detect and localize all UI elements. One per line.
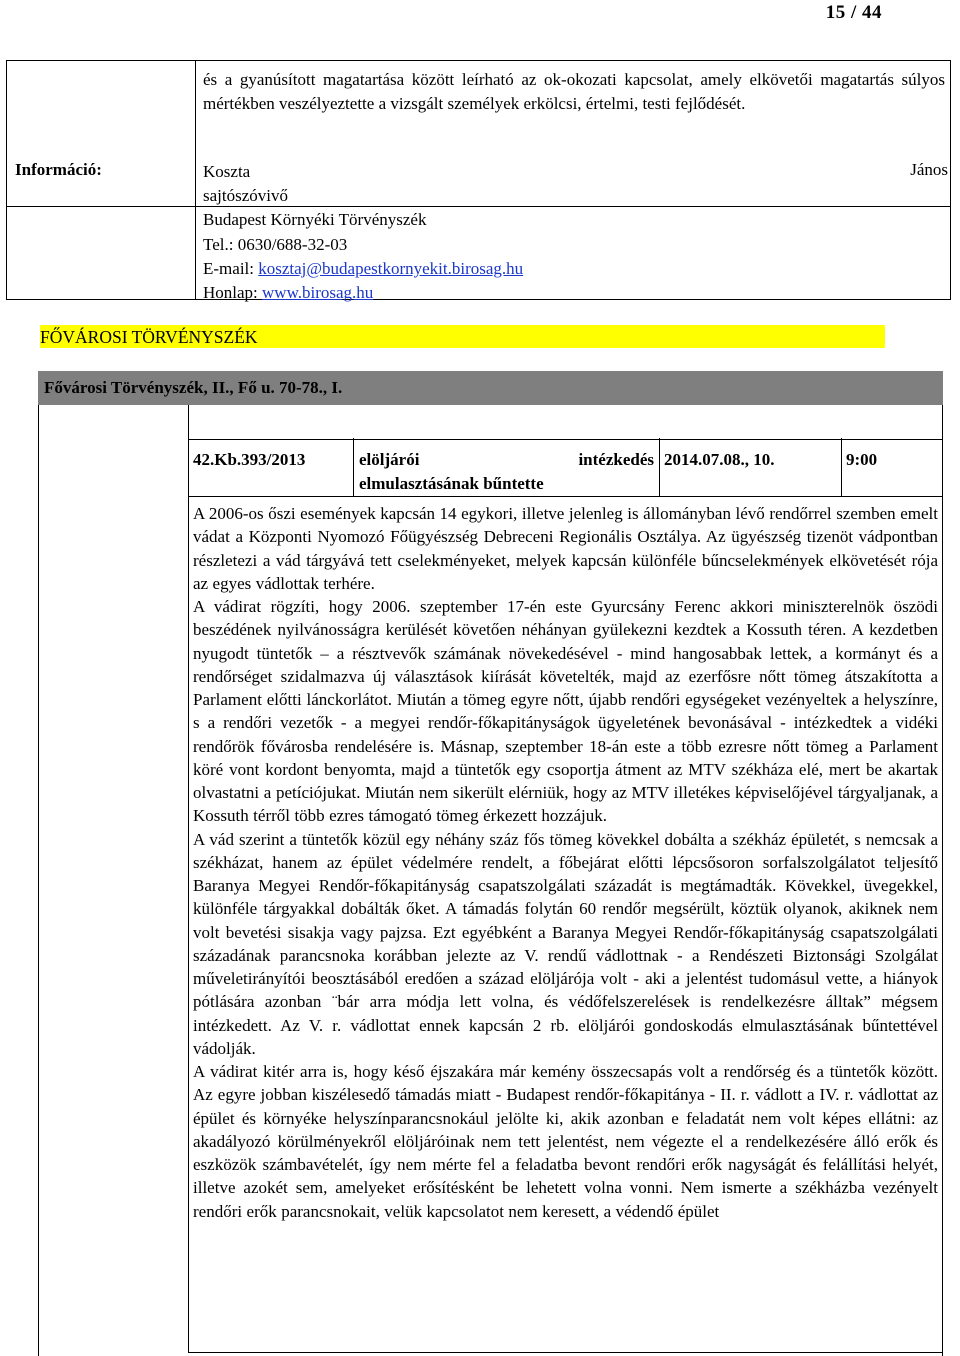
web-label: Honlap: — [203, 283, 258, 303]
case-paragraph: A 2006-os őszi események kapcsán 14 egykori, illetve jelenleg is állományban lévő rendőrrel szemben emelt vádat a Központi Nyomozó Főügyészség Debreceni Regionális Osztálya. Az ügyészség tizenöt vádpontban részletezi a vád tárgyává tett cselekményeket, melyek kapcsán különféle bűncselekmények elkövetését rója az egyes vádlottak terhére. — [193, 504, 938, 593]
case-col-divider — [188, 405, 189, 1352]
case-subject-line2: elmulasztásának bűntette — [359, 474, 544, 493]
court-header: Fővárosi Törvényszék, II., Fő u. 70-78., I. — [38, 371, 943, 405]
case-date: 2014.07.08., 10. — [664, 450, 775, 469]
contact-email-row — [203, 257, 523, 281]
section-title: FŐVÁROSI TÖRVÉNYSZÉK — [40, 325, 885, 348]
contact-web-row — [203, 281, 523, 305]
page-number: 15 / 44 — [825, 2, 882, 23]
case-subject-part: elöljárói — [359, 450, 420, 469]
case-col-divider — [841, 438, 842, 496]
contact-court: Budapest Környéki Törvényszék — [203, 210, 427, 230]
case-paragraph: A vádirat rögzíti, hogy 2006. szeptember 17-én este Gyurcsány Ferenc akkori miniszterelnök öszödi beszédének nyilvánosságra kerülését követően néhányan gyülekezni kezdtek a Kossuth téren. A kezdetben nyugodt tüntetők – a résztvevők számának növekedésével - mind hangosabbak lettek, a kormányt és a rendőrséget szidalmazva új választások kiírását követelték, majd az ezerfősre nőtt tömeg átszakította a Parlament előtti lánckorlátot. Miután a tömeg egyre nőtt, újabb rendőri egységeket vezényeltek a helyszínre, s a rendőri vezetők - a megyei rendőr-főkapitányságok ügyeletének bevonásával - intézkedtek a vidéki rendőrök fővárosba rendelésére is. Másnap, szeptember 18-án este a több ezresre nőtt tömeg a Parlament köré vont kordont benyomta, majd a tüntetők egy csoportja átment az MTV székháza elé, mert be akartak olvastatni a petíciójukat. Miután nem sikerült elérniük, hogy az MTV illetékes képviselőjével tárgyaljanak, a Kossuth térről több ezres támogató tömeg érkezett hozzájuk. — [193, 597, 938, 826]
intro-text: és a gyanúsított magatartása között leírható az ok-okozati kapcsolat, amely elkövetői magatartás súlyos mértékben veszélyeztette a vizsgált személyek erkölcsi, értelmi, testi fejlődését. — [203, 70, 945, 113]
case-col-divider — [353, 438, 354, 496]
table-divider — [195, 61, 196, 299]
case-subject — [359, 448, 654, 496]
case-col-divider — [659, 438, 660, 496]
contact-phone: Tel.: 0630/688-32-03 — [203, 234, 348, 254]
email-link[interactable]: kosztaj@budapestkornyekit.birosag.hu — [258, 258, 524, 278]
case-description — [193, 502, 938, 1223]
contact-last-name: Koszta — [203, 162, 251, 181]
case-paragraph: A vádirat kitér arra is, hogy késő éjszakára már kemény összecsapás volt a rendőrség és a tüntetők között. Az egyre jobban kiszélesedő támadás miatt - Budapest rendőr-főkapitánya - II. r. vádlott a IV. r. vádlottat az épület és környéke helyszínparancsnokául jelölte ki, akik azonban e feladatát nem volt képes ellátni: az akadályozó körülményekről elöljáróinak nem tett jelentést, nem végezte el a rendelkezésére álló erők és eszközök számbavételét, így nem mérte fel a feladatba bevont rendőri erők nagyságát és felállítási helyét, illetve azokét sem, amelyeket erősítésként be lehetett volna vonni. Nem ismerte a székházba vezényelt rendőri erők parancsnokait, velük kapcsolatot nem keresett, a védendő épület — [193, 1062, 938, 1221]
case-header-bottom-line — [188, 496, 943, 497]
case-paragraph: A vád szerint a tüntetők közül egy néhány száz fős tömeg kövekkel dobálta a székház épületét, s nemcsak a székházat, hanem az épület védelmére rendelt, a főbejárat előtti lépcsősoron sorfalszolgálatot teljesítő Baranya Megyei Rendőr-főkapitányság csapatszolgálati századát is megtámadták. Kövekkel, üvegekkel, különféle tárgyakkal dobálták őket. A támadás folytán 60 rendőr megsérült, köztük olyanok, akiknek nem volt bevetési sisakja vagy pajzsa. Ezt egyébként a Baranya Megyei Rendőr-főkapitányság csapatszolgálati századának parancsnoka korábban jelezte az V. rendű vádlottnak - a Rendészeti Biztonsági Szolgálat műveletirányítói beosztásából eredően a század elöljárója volt - aki a jelentést tudomásul vette, a hiányok pótlására azonban ¨bár arra módja lett volna, és védőfelszerelések is rendelkezésre álltak” mégsem intézkedett. Az V. r. vádlottat ennek kapcsán 2 rb. elöljárói gondoskodás elmulasztásának bűntettével vádolják. — [193, 829, 938, 1058]
contact-role: sajtószóvivő — [203, 186, 288, 206]
info-label: Információ: — [15, 160, 102, 179]
contact-first-name: János — [910, 160, 948, 179]
case-number: 42.Kb.393/2013 — [193, 450, 306, 469]
case-subject-part: intézkedés — [578, 450, 654, 469]
case-time: 9:00 — [846, 450, 878, 469]
contact-block — [203, 160, 523, 305]
case-bottom-line — [188, 1352, 943, 1353]
email-label: E-mail: — [203, 258, 254, 278]
web-link[interactable]: www.birosag.hu — [262, 283, 374, 303]
case-header-top-line — [188, 439, 943, 440]
